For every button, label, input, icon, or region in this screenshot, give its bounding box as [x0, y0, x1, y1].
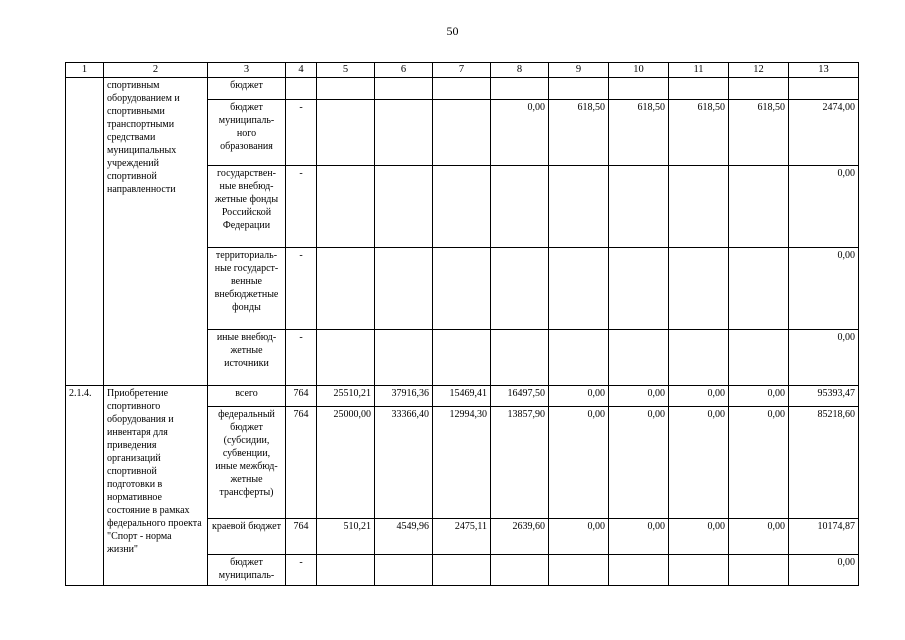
funding-source: федеральный бюджет (субсидии, субвенции, иные межбюд-жетные трансферты): [208, 406, 286, 518]
value-cell-8: [491, 77, 549, 99]
value-cell-8: [491, 247, 549, 329]
value-cell-9: [549, 329, 609, 385]
value-cell-10: [609, 554, 669, 585]
value-cell-9: 0,00: [549, 518, 609, 554]
value-cell-12: [729, 554, 789, 585]
funding-source: иные внебюд-жетные источники: [208, 329, 286, 385]
page-number: 50: [446, 24, 459, 38]
value-cell-12: [729, 329, 789, 385]
budget-code: -: [286, 99, 317, 165]
value-cell-12: [729, 77, 789, 99]
value-cell-12: [729, 165, 789, 247]
column-header-2: 2: [104, 63, 208, 78]
value-cell-13: 2474,00: [789, 99, 859, 165]
item-number: [66, 77, 104, 385]
item-name: спортивным оборудованием и спортивными транспортными средствами муниципальных учреждений спортивной направленности: [104, 77, 208, 385]
value-cell-8: 16497,50: [491, 385, 549, 406]
value-cell-10: 618,50: [609, 99, 669, 165]
value-cell-10: 0,00: [609, 518, 669, 554]
value-cell-10: [609, 247, 669, 329]
column-header-11: 11: [669, 63, 729, 78]
value-cell-13: 0,00: [789, 554, 859, 585]
value-cell-5: [317, 329, 375, 385]
column-header-4: 4: [286, 63, 317, 78]
column-header-12: 12: [729, 63, 789, 78]
value-cell-10: [609, 165, 669, 247]
value-cell-9: [549, 165, 609, 247]
column-header-7: 7: [433, 63, 491, 78]
funding-source: краевой бюджет: [208, 518, 286, 554]
value-cell-13: 95393,47: [789, 385, 859, 406]
value-cell-12: 0,00: [729, 385, 789, 406]
value-cell-6: 33366,40: [375, 406, 433, 518]
value-cell-5: [317, 99, 375, 165]
value-cell-8: [491, 329, 549, 385]
value-cell-10: [609, 77, 669, 99]
value-cell-6: [375, 99, 433, 165]
value-cell-9: 0,00: [549, 385, 609, 406]
value-cell-13: 0,00: [789, 247, 859, 329]
value-cell-9: [549, 247, 609, 329]
value-cell-12: [729, 247, 789, 329]
budget-table: [65, 62, 859, 586]
value-cell-7: 2475,11: [433, 518, 491, 554]
value-cell-8: 2639,60: [491, 518, 549, 554]
value-cell-13: 0,00: [789, 165, 859, 247]
value-cell-9: [549, 554, 609, 585]
value-cell-11: 0,00: [669, 385, 729, 406]
funding-source: государствен-ные внебюд-жетные фонды Российской Федерации: [208, 165, 286, 247]
value-cell-11: 0,00: [669, 406, 729, 518]
budget-code: -: [286, 165, 317, 247]
budget-code: -: [286, 554, 317, 585]
value-cell-5: [317, 247, 375, 329]
value-cell-11: [669, 329, 729, 385]
value-cell-5: 510,21: [317, 518, 375, 554]
value-cell-10: 0,00: [609, 406, 669, 518]
value-cell-7: [433, 77, 491, 99]
funding-source: территориаль-ные государст-венные внебюджетные фонды: [208, 247, 286, 329]
value-cell-11: [669, 247, 729, 329]
funding-source: бюджет муниципаль-ного образования: [208, 99, 286, 165]
funding-source: бюджет муниципаль-: [208, 554, 286, 585]
value-cell-8: [491, 165, 549, 247]
column-header-10: 10: [609, 63, 669, 78]
value-cell-7: [433, 329, 491, 385]
table-header-row: [66, 63, 859, 78]
column-header-13: 13: [789, 63, 859, 78]
value-cell-11: [669, 165, 729, 247]
budget-code: 764: [286, 385, 317, 406]
column-header-6: 6: [375, 63, 433, 78]
value-cell-7: [433, 247, 491, 329]
value-cell-5: 25000,00: [317, 406, 375, 518]
value-cell-13: 0,00: [789, 329, 859, 385]
value-cell-6: 4549,96: [375, 518, 433, 554]
column-header-1: 1: [66, 63, 104, 78]
value-cell-7: [433, 165, 491, 247]
value-cell-12: 0,00: [729, 406, 789, 518]
value-cell-7: 15469,41: [433, 385, 491, 406]
budget-code: -: [286, 329, 317, 385]
budget-code: 764: [286, 406, 317, 518]
value-cell-6: [375, 554, 433, 585]
item-name: Приобретение спортивного оборудования и инвентаря для приведения организаций спортивной подготовки в нормативное состояние в рамках федерального проекта "Спорт - норма жизни": [104, 385, 208, 585]
column-header-8: 8: [491, 63, 549, 78]
value-cell-8: 13857,90: [491, 406, 549, 518]
value-cell-9: 0,00: [549, 406, 609, 518]
funding-source: всего: [208, 385, 286, 406]
value-cell-10: 0,00: [609, 385, 669, 406]
value-cell-12: 618,50: [729, 99, 789, 165]
value-cell-6: [375, 329, 433, 385]
column-header-5: 5: [317, 63, 375, 78]
value-cell-9: [549, 77, 609, 99]
value-cell-6: 37916,36: [375, 385, 433, 406]
value-cell-8: [491, 554, 549, 585]
value-cell-11: [669, 554, 729, 585]
column-header-9: 9: [549, 63, 609, 78]
value-cell-13: [789, 77, 859, 99]
value-cell-10: [609, 329, 669, 385]
value-cell-13: 85218,60: [789, 406, 859, 518]
funding-source: бюджет: [208, 77, 286, 99]
item-number: 2.1.4.: [66, 385, 104, 585]
value-cell-7: [433, 99, 491, 165]
budget-code: -: [286, 247, 317, 329]
value-cell-11: 0,00: [669, 518, 729, 554]
table-row: [66, 77, 859, 99]
value-cell-7: 12994,30: [433, 406, 491, 518]
table-row: [66, 385, 859, 406]
value-cell-6: [375, 77, 433, 99]
value-cell-7: [433, 554, 491, 585]
value-cell-5: [317, 554, 375, 585]
value-cell-13: 10174,87: [789, 518, 859, 554]
value-cell-5: [317, 165, 375, 247]
column-header-3: 3: [208, 63, 286, 78]
value-cell-11: 618,50: [669, 99, 729, 165]
value-cell-8: 0,00: [491, 99, 549, 165]
value-cell-6: [375, 165, 433, 247]
budget-code: 764: [286, 518, 317, 554]
value-cell-12: 0,00: [729, 518, 789, 554]
value-cell-6: [375, 247, 433, 329]
value-cell-5: [317, 77, 375, 99]
value-cell-11: [669, 77, 729, 99]
budget-code: [286, 77, 317, 99]
value-cell-9: 618,50: [549, 99, 609, 165]
value-cell-5: 25510,21: [317, 385, 375, 406]
